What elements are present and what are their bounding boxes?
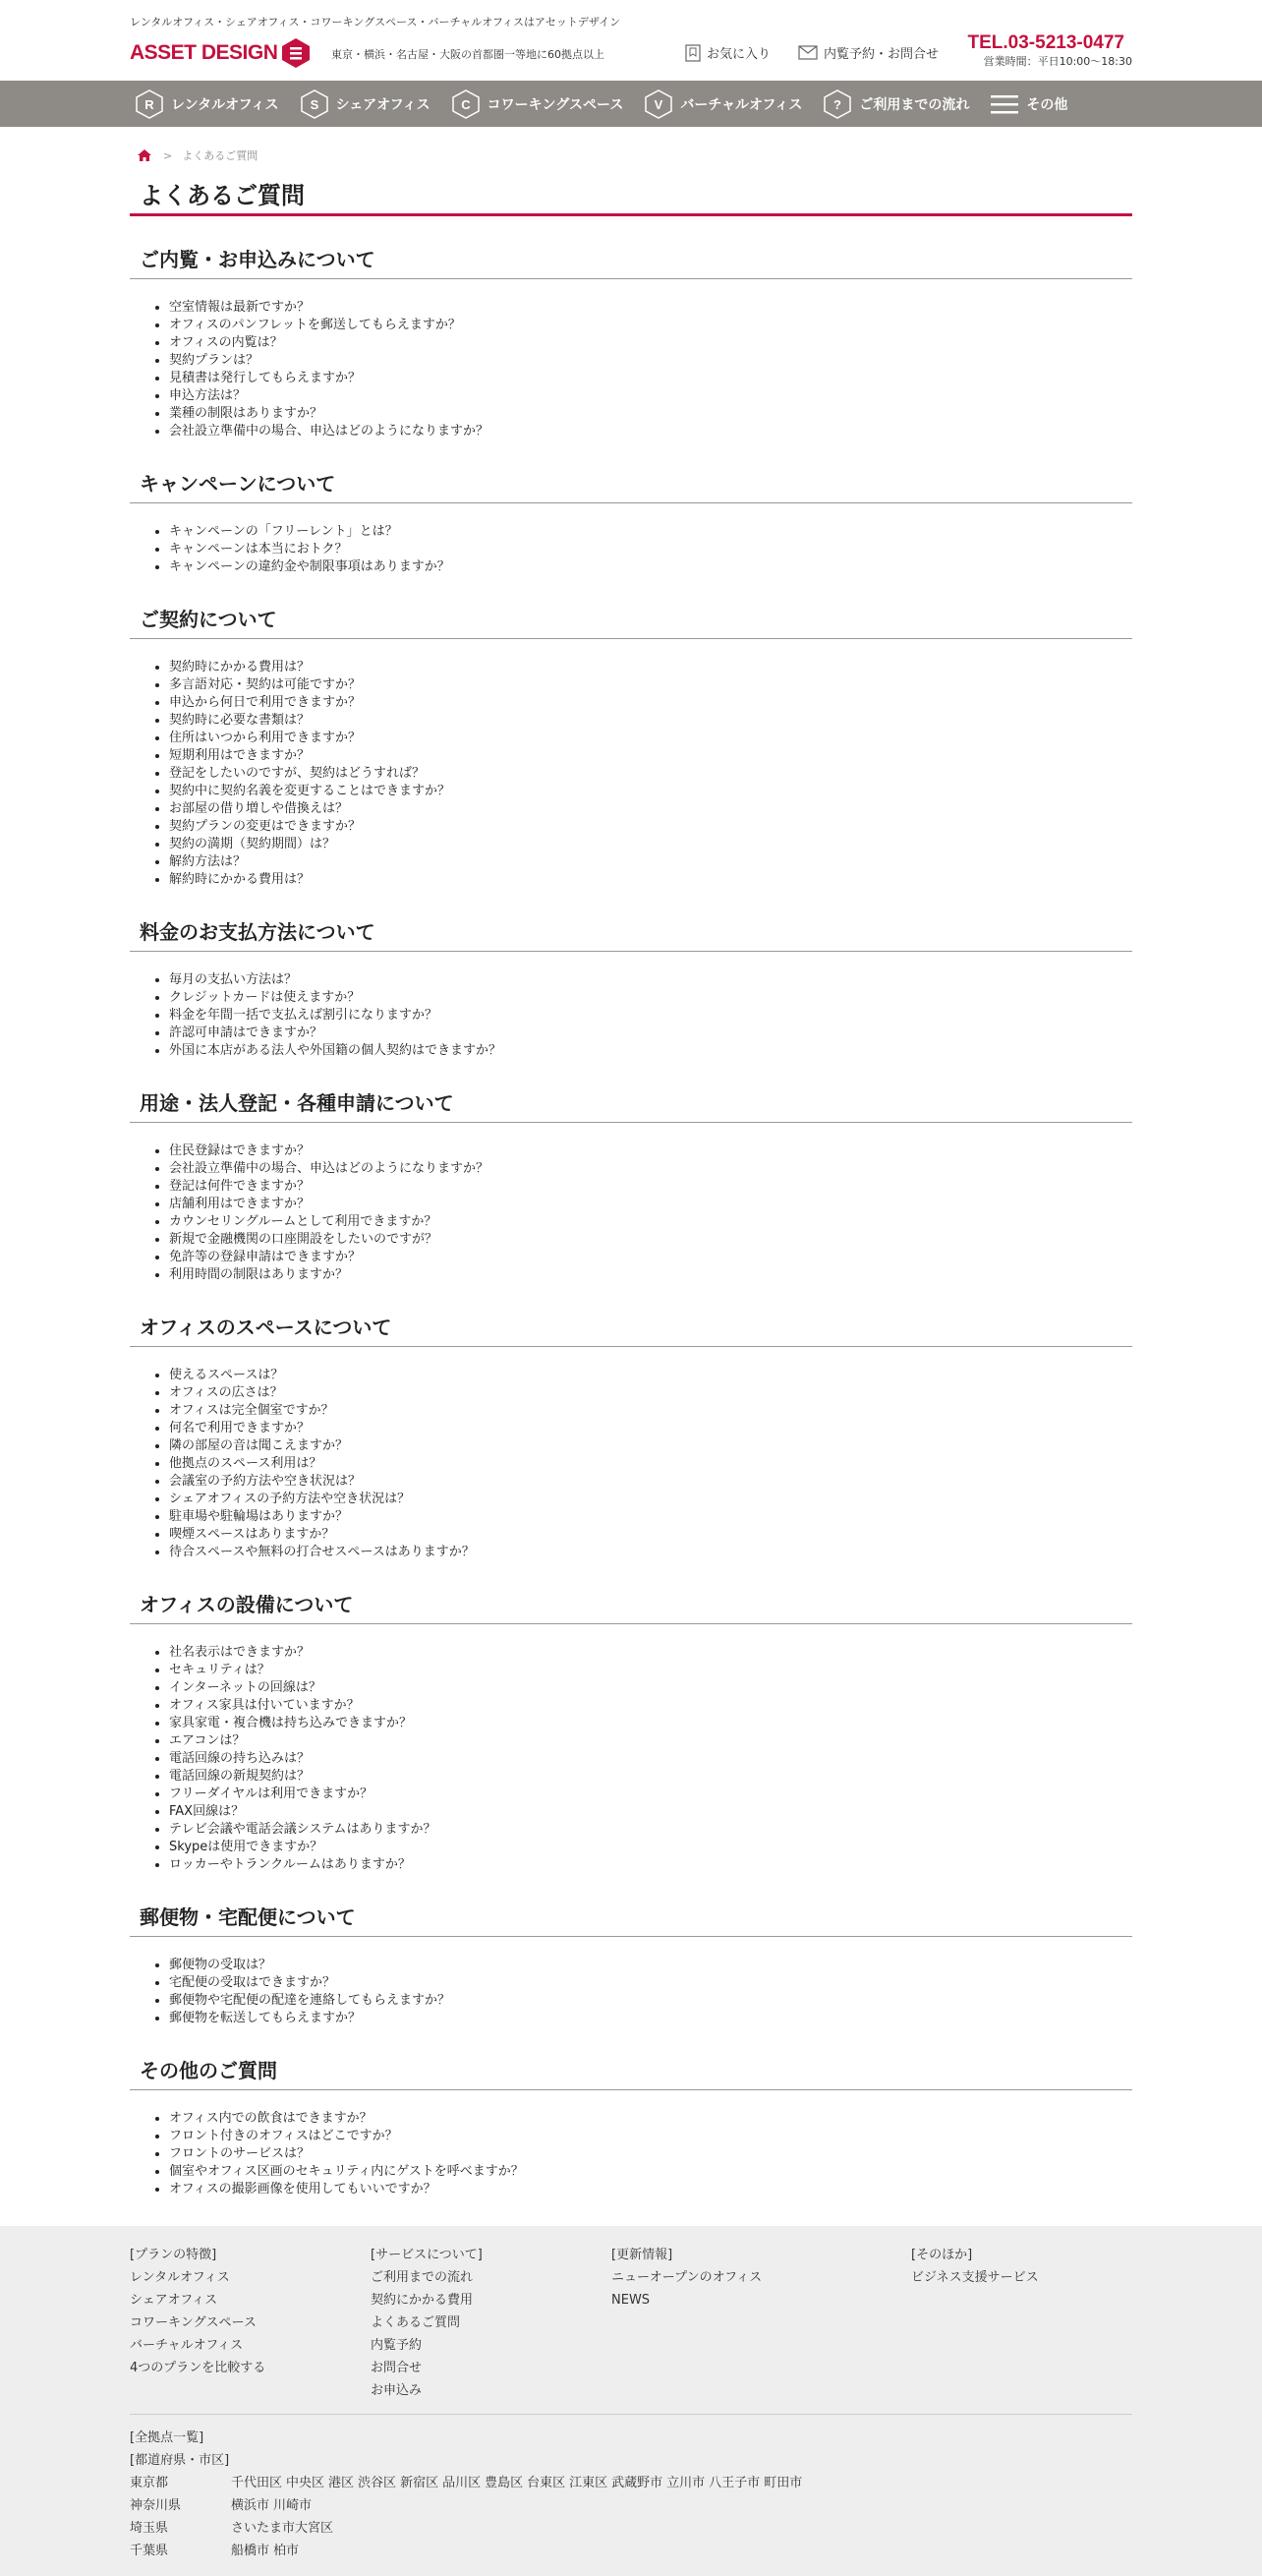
business-hours: 営業時間：平日10:00～18:30 — [983, 55, 1132, 68]
svg-text:?: ? — [833, 96, 842, 112]
breadcrumb — [130, 146, 1132, 164]
faq-section — [130, 244, 1132, 440]
region-row — [130, 2472, 1132, 2494]
faq-list — [130, 299, 1132, 440]
city-link[interactable]: 港区 — [328, 2476, 355, 2490]
footer-column — [611, 2244, 911, 2402]
virtual-hex-icon — [645, 89, 672, 119]
footer-column — [911, 2244, 1039, 2402]
city-link[interactable]: 川崎市 — [273, 2498, 313, 2513]
faq-question-link[interactable]: • 会社設立準備中の場合、申込はどのようになりますか？ — [169, 1160, 1132, 1178]
city-link[interactable]: 船橋市 — [231, 2544, 270, 2558]
footer-link[interactable]: お申込み — [371, 2383, 423, 2398]
faq-section-title: オフィスの設備について — [130, 1589, 1132, 1624]
city-link[interactable]: 町田市 — [764, 2476, 803, 2490]
faq-question-link[interactable]: • 他拠点のスペース利用は？ — [169, 1455, 1132, 1473]
footer-link[interactable]: コワーキングスペース — [130, 2315, 257, 2330]
footer-column-heading: [プランの特徴] — [130, 2248, 217, 2262]
faq-question-link[interactable]: • 住所はいつから利用できますか？ — [169, 730, 1132, 747]
faq-question-link[interactable]: • 業種の制限はありますか？ — [169, 405, 1132, 423]
faq-question-link[interactable]: • 申込方法は？ — [169, 387, 1132, 405]
faq-question-link[interactable]: • フロント付きのオフィスはどこですか？ — [169, 2128, 1132, 2145]
coworking-hex-icon — [452, 89, 480, 119]
nav-label: その他 — [1026, 96, 1068, 113]
faq-question-link[interactable]: • 電話回線の持ち込みは？ — [169, 1750, 1132, 1768]
faq-question-link[interactable]: • 隣の部屋の音は聞こえますか？ — [169, 1437, 1132, 1455]
faq-question-link[interactable]: • 毎月の支払い方法は？ — [169, 971, 1132, 989]
svg-text:S: S — [310, 96, 318, 112]
footer-column-heading: [サービスについて] — [371, 2248, 483, 2262]
faq-question-link[interactable]: • 料金を年間一括で支払えば割引になりますか？ — [169, 1007, 1132, 1025]
faq-question-link[interactable]: • 契約の満期（契約期間）は？ — [169, 836, 1132, 853]
faq-question-link[interactable]: • 解約時にかかる費用は？ — [169, 871, 1132, 889]
mail-icon — [798, 45, 818, 60]
all-locations-link[interactable]: [全拠点一覧] — [130, 2430, 204, 2445]
faq-question-link[interactable]: • オフィスの撮影画像を使用してもいいですか？ — [169, 2181, 1132, 2198]
faq-question-link[interactable]: • 会社設立準備中の場合、申込はどのようになりますか？ — [169, 423, 1132, 440]
nav-label: コワーキングスペース — [487, 96, 624, 113]
faq-question-link[interactable]: • 解約方法は？ — [169, 853, 1132, 871]
faq-question-link[interactable]: • 見積書は発行してもらえますか？ — [169, 370, 1132, 387]
nav-label: ご利用までの流れ — [859, 96, 970, 113]
region-prefecture[interactable]: 東京都 — [130, 2476, 169, 2490]
site-logo[interactable] — [130, 37, 311, 69]
region-row — [130, 2494, 1132, 2517]
faq-question-link[interactable]: • オフィス内での飲食はできますか？ — [169, 2110, 1132, 2128]
city-link[interactable]: 中央区 — [286, 2476, 325, 2490]
faq-list — [130, 971, 1132, 1060]
footer-link[interactable]: レンタルオフィス — [130, 2270, 230, 2285]
question-hex-icon — [824, 89, 851, 119]
city-link[interactable]: 品川区 — [442, 2476, 482, 2490]
faq-question-link[interactable]: • インターネットの回線は？ — [169, 1679, 1132, 1697]
faq-question-link[interactable]: • キャンペーンの「フリーレント」とは？ — [169, 523, 1132, 541]
faq-question-link[interactable]: • 宅配便の受取はできますか？ — [169, 1974, 1132, 1992]
faq-list — [130, 523, 1132, 576]
city-link[interactable]: 横浜市 — [231, 2498, 270, 2513]
faq-section — [130, 1087, 1132, 1284]
region-row — [130, 2540, 1132, 2562]
faq-question-link[interactable]: • キャンペーンの違約金や制限事項はありますか？ — [169, 558, 1132, 576]
region-cities — [231, 2472, 806, 2494]
faq-section-title: 用途・法人登記・各種申請について — [130, 1087, 1132, 1123]
faq-question-link[interactable]: • 契約時にかかる費用は？ — [169, 659, 1132, 676]
faq-question-link[interactable]: • キャンペーンは本当におトク？ — [169, 541, 1132, 558]
footer-link[interactable]: 契約にかかる費用 — [371, 2293, 474, 2308]
faq-question-link[interactable]: • ロッカーやトランクルームはありますか？ — [169, 1856, 1132, 1874]
faq-question-link[interactable]: • 家具家電・複合機は持ち込みできますか？ — [169, 1715, 1132, 1732]
faq-question-link[interactable]: • 許認可申請はできますか？ — [169, 1025, 1132, 1042]
faq-section — [130, 1902, 1132, 2027]
city-link[interactable]: 武蔵野市 — [611, 2476, 663, 2490]
contact-label: 内覧予約・お問合せ — [824, 47, 940, 62]
rental-hex-icon — [136, 89, 163, 119]
faq-question-link[interactable]: • フリーダイヤルは利用できますか？ — [169, 1786, 1132, 1803]
region-prefecture[interactable]: 埼玉県 — [130, 2521, 169, 2536]
faq-section-title: オフィスのスペースについて — [130, 1312, 1132, 1347]
faq-question-link[interactable]: • 免許等の登録申請はできますか？ — [169, 1249, 1132, 1266]
faq-question-link[interactable]: • クレジットカードは使えますか？ — [169, 989, 1132, 1007]
city-link[interactable]: 立川市 — [666, 2476, 706, 2490]
city-link[interactable]: 豊島区 — [485, 2476, 524, 2490]
nav-coworking[interactable] — [452, 89, 624, 119]
region-row — [130, 2517, 1132, 2540]
faq-question-link[interactable]: • オフィス家具は付いていますか？ — [169, 1697, 1132, 1715]
nav-other[interactable] — [991, 92, 1067, 116]
faq-question-link[interactable]: • 契約時に必要な書類は？ — [169, 712, 1132, 730]
faq-section — [130, 1589, 1132, 1874]
nav-virtual-office[interactable] — [645, 89, 802, 119]
faq-section — [130, 1312, 1132, 1561]
faq-question-link[interactable]: • エアコンは？ — [169, 1732, 1132, 1750]
region-cities — [231, 2517, 337, 2540]
logo-hexagon-icon — [281, 37, 311, 69]
footer-columns — [130, 2244, 1132, 2402]
faq-question-link[interactable]: • オフィスの内覧は？ — [169, 334, 1132, 352]
faq-question-link[interactable]: • お部屋の借り増しや借換えは？ — [169, 800, 1132, 818]
footer-link[interactable]: 4つのプランを比較する — [130, 2361, 266, 2375]
faq-question-link[interactable]: • フロントのサービスは？ — [169, 2145, 1132, 2163]
logo-text: ASSET DESIGN — [130, 41, 278, 64]
page-title: よくあるご質問 — [130, 168, 1132, 216]
main-content — [130, 146, 1132, 2198]
faq-question-link[interactable]: • 契約プランの変更はできますか？ — [169, 818, 1132, 836]
faq-question-link[interactable]: • 外国に本店がある法人や外国籍の個人契約はできますか？ — [169, 1042, 1132, 1060]
faq-section-title: キャンペーンについて — [130, 468, 1132, 503]
share-hex-icon — [301, 89, 328, 119]
faq-question-link[interactable]: • 使えるスペースは？ — [169, 1367, 1132, 1384]
faq-question-link[interactable]: • 社名表示はできますか？ — [169, 1644, 1132, 1662]
faq-question-link[interactable]: • 郵便物や宅配便の配達を連絡してもらえますか？ — [169, 1992, 1132, 2010]
faq-question-link[interactable]: • セキュリティは？ — [169, 1662, 1132, 1679]
region-prefecture[interactable]: 千葉県 — [130, 2544, 169, 2558]
footer-link[interactable]: よくあるご質問 — [371, 2315, 461, 2330]
faq-question-link[interactable]: • 契約プランは？ — [169, 352, 1132, 370]
nav-flow[interactable] — [824, 89, 969, 119]
nav-label: バーチャルオフィス — [680, 96, 803, 113]
faq-section — [130, 604, 1132, 889]
faq-section — [130, 916, 1132, 1060]
city-link[interactable]: 千代田区 — [231, 2476, 283, 2490]
faq-question-link[interactable]: • 待合スペースや無料の打合せスペースはありますか？ — [169, 1544, 1132, 1561]
footer-link[interactable]: バーチャルオフィス — [130, 2338, 244, 2353]
city-link[interactable]: 台東区 — [527, 2476, 566, 2490]
footer-link[interactable]: お問合せ — [371, 2361, 423, 2375]
faq-question-link[interactable]: • 郵便物の受取は？ — [169, 1957, 1132, 1974]
city-link[interactable]: 渋谷区 — [358, 2476, 397, 2490]
city-link[interactable]: さいたま市大宮区 — [231, 2521, 334, 2536]
city-link[interactable]: 柏市 — [273, 2544, 300, 2558]
footer-link[interactable]: ご利用までの流れ — [371, 2270, 474, 2285]
faq-question-link[interactable]: • 契約中に契約名義を変更することはできますか？ — [169, 783, 1132, 800]
breadcrumb-separator: > — [163, 148, 173, 162]
breadcrumb-current: よくあるご質問 — [182, 149, 258, 162]
faq-question-link[interactable]: • テレビ会議や電話会議システムはありますか？ — [169, 1821, 1132, 1839]
faq-question-link[interactable]: • 登記は何件できますか？ — [169, 1178, 1132, 1196]
faq-question-link[interactable]: • 短期利用はできますか？ — [169, 747, 1132, 765]
faq-question-link[interactable]: • 郵便物を転送してもらえますか？ — [169, 2010, 1132, 2027]
faq-list — [130, 2110, 1132, 2198]
faq-question-link[interactable]: • オフィスのパンフレットを郵送してもらえますか？ — [169, 317, 1132, 334]
faq-question-link[interactable]: • Skypeは使用できますか？ — [169, 1839, 1132, 1856]
main-nav — [0, 81, 1262, 127]
city-link[interactable]: 新宿区 — [400, 2476, 439, 2490]
faq-list — [130, 1957, 1132, 2027]
footer-column-heading: [そのほか] — [911, 2248, 973, 2262]
faq-question-link[interactable]: • 多言語対応・契約は可能ですか？ — [169, 676, 1132, 694]
faq-question-link[interactable]: • オフィスの広さは？ — [169, 1384, 1132, 1402]
footer-divider — [130, 2414, 1132, 2562]
faq-question-link[interactable]: • 会議室の予約方法や空き状況は？ — [169, 1473, 1132, 1491]
faq-question-link[interactable]: • 喫煙スペースはありますか？ — [169, 1526, 1132, 1544]
faq-sections — [130, 244, 1132, 2198]
faq-question-link[interactable]: • 何名で利用できますか？ — [169, 1420, 1132, 1437]
faq-section-title: 郵便物・宅配便について — [130, 1902, 1132, 1937]
faq-list — [130, 1142, 1132, 1284]
contact-link[interactable] — [798, 43, 939, 62]
faq-question-link[interactable]: • 新規で金融機関の口座開設をしたいのですが？ — [169, 1231, 1132, 1249]
city-link[interactable]: 八王子市 — [709, 2476, 761, 2490]
faq-question-link[interactable]: • 電話回線の新規契約は？ — [169, 1768, 1132, 1786]
svg-text:C: C — [460, 96, 471, 112]
site-sublogo: 東京・横浜・名古屋・大阪の首都圏一等地に60拠点以上 — [331, 48, 604, 61]
nav-label: シェアオフィス — [335, 96, 430, 113]
site-footer — [0, 2226, 1262, 2576]
svg-text:V: V — [655, 96, 663, 112]
nav-rental-office[interactable] — [136, 89, 279, 119]
footer-column — [371, 2244, 611, 2402]
faq-question-link[interactable]: • 店舗利用はできますか？ — [169, 1196, 1132, 1213]
city-link[interactable]: 江東区 — [569, 2476, 608, 2490]
favorites-link[interactable] — [685, 43, 771, 62]
faq-question-link[interactable]: • FAX回線は？ — [169, 1803, 1132, 1821]
footer-link[interactable]: ビジネス支援サービス — [911, 2270, 1039, 2285]
faq-section — [130, 468, 1132, 576]
faq-section-title: その他のご質問 — [130, 2055, 1132, 2090]
faq-question-link[interactable]: • シェアオフィスの予約方法や空き状況は？ — [169, 1491, 1132, 1508]
faq-question-link[interactable]: • オフィスは完全個室ですか？ — [169, 1402, 1132, 1420]
nav-label: レンタルオフィス — [171, 96, 279, 113]
faq-question-link[interactable]: • 住民登録はできますか？ — [169, 1142, 1132, 1160]
faq-question-link[interactable]: • カウンセリングルームとして利用できますか？ — [169, 1213, 1132, 1231]
faq-question-link[interactable]: • 駐車場や駐輪場はありますか？ — [169, 1508, 1132, 1526]
footer-column — [130, 2244, 371, 2402]
home-icon[interactable] — [138, 149, 151, 161]
faq-question-link[interactable]: • 空室情報は最新ですか？ — [169, 299, 1132, 317]
favorites-label: お気に入り — [707, 47, 772, 62]
faq-section-title: ご契約について — [130, 604, 1132, 639]
menu-icon — [991, 92, 1018, 116]
faq-section-title: 料金のお支払方法について — [130, 916, 1132, 952]
by-region-heading: [都道府県・市区] — [130, 2453, 230, 2468]
svg-text:R: R — [144, 96, 154, 112]
footer-link[interactable]: シェアオフィス — [130, 2293, 218, 2308]
footer-link[interactable]: ニューオープンのオフィス — [611, 2270, 763, 2285]
footer-link[interactable]: 内覧予約 — [371, 2338, 423, 2353]
faq-question-link[interactable]: • 個室やオフィス区画のセキュリティ内にゲストを呼べますか？ — [169, 2163, 1132, 2181]
region-prefecture[interactable]: 神奈川県 — [130, 2498, 182, 2513]
site-tagline: レンタルオフィス・シェアオフィス・コワーキングスペース・バーチャルオフィスはアセットデザイン — [130, 16, 621, 29]
footer-link[interactable]: NEWS — [611, 2293, 651, 2308]
faq-list — [130, 1644, 1132, 1874]
phone-number[interactable]: TEL.03-5213-0477 — [967, 32, 1124, 53]
faq-question-link[interactable]: • 申込から何日で利用できますか？ — [169, 694, 1132, 712]
footer-column-heading: [更新情報] — [611, 2248, 673, 2262]
nav-share-office[interactable] — [301, 89, 430, 119]
faq-question-link[interactable]: • 登記をしたいのですが、契約はどうすれば？ — [169, 765, 1132, 783]
region-cities — [231, 2540, 303, 2562]
faq-list — [130, 1367, 1132, 1561]
faq-section — [130, 2055, 1132, 2198]
region-cities — [231, 2494, 316, 2517]
footer-regions — [130, 2472, 1132, 2562]
faq-question-link[interactable]: • 利用時間の制限はありますか？ — [169, 1266, 1132, 1284]
faq-section-title: ご内覧・お申込みについて — [130, 244, 1132, 279]
faq-list — [130, 659, 1132, 889]
bookmark-icon — [685, 44, 701, 62]
